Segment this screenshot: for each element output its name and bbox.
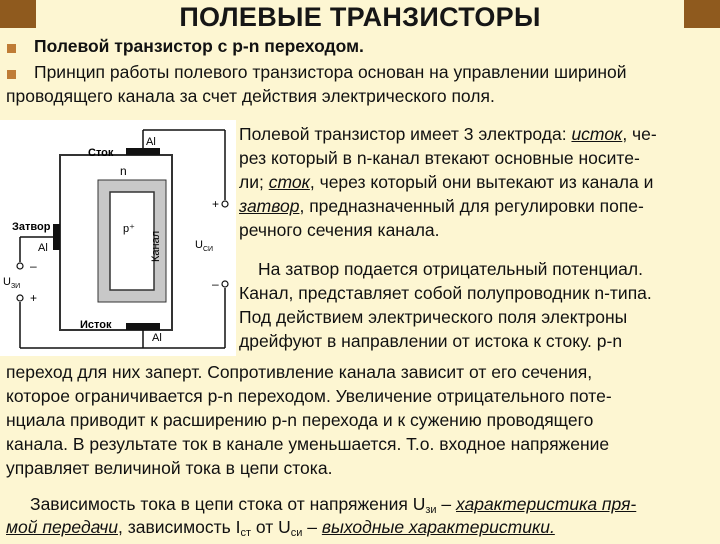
text-span: Полевой транзистор имеет 3 электрода:: [239, 124, 572, 144]
para2-line: речного сечения канала.: [239, 220, 440, 240]
terminal: [222, 201, 228, 207]
para3-line: которое ограничивается p-n переходом. Увеличение отрицательного поте-: [6, 386, 612, 406]
gate-label: Затвор: [12, 221, 51, 233]
drain-label: Сток: [88, 147, 114, 159]
al-label: Al: [152, 332, 162, 344]
term-source: исток: [571, 124, 623, 144]
text-span: –: [302, 517, 322, 537]
terminal: [17, 295, 23, 301]
uds-label: $U_{СИ}$: [195, 239, 214, 253]
drain-contact: [126, 148, 160, 155]
text-span: Зависимость тока в цепи стока от напряжения U: [30, 494, 426, 514]
p-plus-region: [110, 192, 154, 290]
terminal: [222, 281, 228, 287]
para3-line: На затвор подается отрицательный потенциал.: [258, 259, 643, 279]
minus-sign: –: [212, 277, 219, 291]
plus-sign: +: [30, 291, 38, 305]
bullet-marker: [7, 44, 16, 53]
jfet-diagram-svg: [0, 120, 236, 356]
jfet-structure-diagram: [0, 120, 236, 356]
ugs-label: $U_{ЗИ}$: [3, 276, 21, 290]
subscript: зи: [425, 504, 437, 516]
text-span: ли;: [239, 172, 269, 192]
al-label: Al: [146, 136, 156, 148]
para2-line: [239, 172, 653, 193]
p-plus-label: p⁺: [123, 223, 135, 235]
plus-sign: +: [212, 197, 220, 211]
para3-line: нциала приводит к расширению p-n перехода и к сужению проводящего: [6, 410, 594, 430]
text-span: , зависимость I: [117, 517, 241, 537]
para3-line: управляет величиной тока в цепи стока.: [6, 458, 333, 478]
bullet-1-text: Полевой транзистор с p-n переходом.: [34, 36, 364, 56]
term-transfer-characteristic: мой передачи: [6, 517, 118, 537]
para2-line: рез который в n-канал втекают основные носите-: [239, 148, 640, 168]
para2-line: [239, 124, 657, 145]
bullet-marker: [7, 70, 16, 79]
para3-line: переход для них заперт. Сопротивление канала зависит от его сечения,: [6, 362, 593, 382]
para2-line: [239, 196, 644, 217]
para1-line: проводящего канала за счет действия электрического поля.: [6, 86, 495, 106]
term-drain: сток: [268, 172, 310, 192]
terminal: [17, 263, 23, 269]
para3-line: канала. В результате ток в канале уменьшается. Т.о. входное напряжение: [6, 434, 610, 454]
text-span: от U: [250, 517, 291, 537]
text-span: , предназначенный для регулировки попе-: [299, 196, 644, 216]
source-label: Исток: [80, 319, 112, 331]
n-label: n: [120, 164, 127, 178]
minus-sign: –: [30, 259, 37, 273]
term-output-characteristics: выходные характеристики.: [321, 517, 555, 537]
subscript: си: [290, 527, 303, 539]
gate-contact: [53, 224, 60, 250]
source-contact: [126, 323, 160, 330]
bullet-2-text: Принцип работы полевого транзистора основан на управлении шириной: [34, 62, 627, 82]
al-label: Al: [38, 242, 48, 254]
text-span: , че-: [622, 124, 657, 144]
slide-title: ПОЛЕВЫЕ ТРАНЗИСТОРЫ: [179, 2, 541, 32]
para3-line: Под действием электрического поля электроны: [239, 307, 628, 327]
subscript: ст: [240, 527, 251, 539]
term-gate: затвор: [239, 196, 300, 216]
text-span: , через который они вытекают из канала и: [309, 172, 654, 192]
text-span: –: [436, 494, 457, 514]
para3-line: Канал, представляет собой полупроводник n-типа.: [239, 283, 652, 303]
term-transfer-characteristic: характеристика пря-: [456, 494, 637, 514]
channel-label: Канал: [150, 230, 162, 262]
para3-line: дрейфуют в направлении от истока к стоку. p-n: [239, 331, 623, 351]
